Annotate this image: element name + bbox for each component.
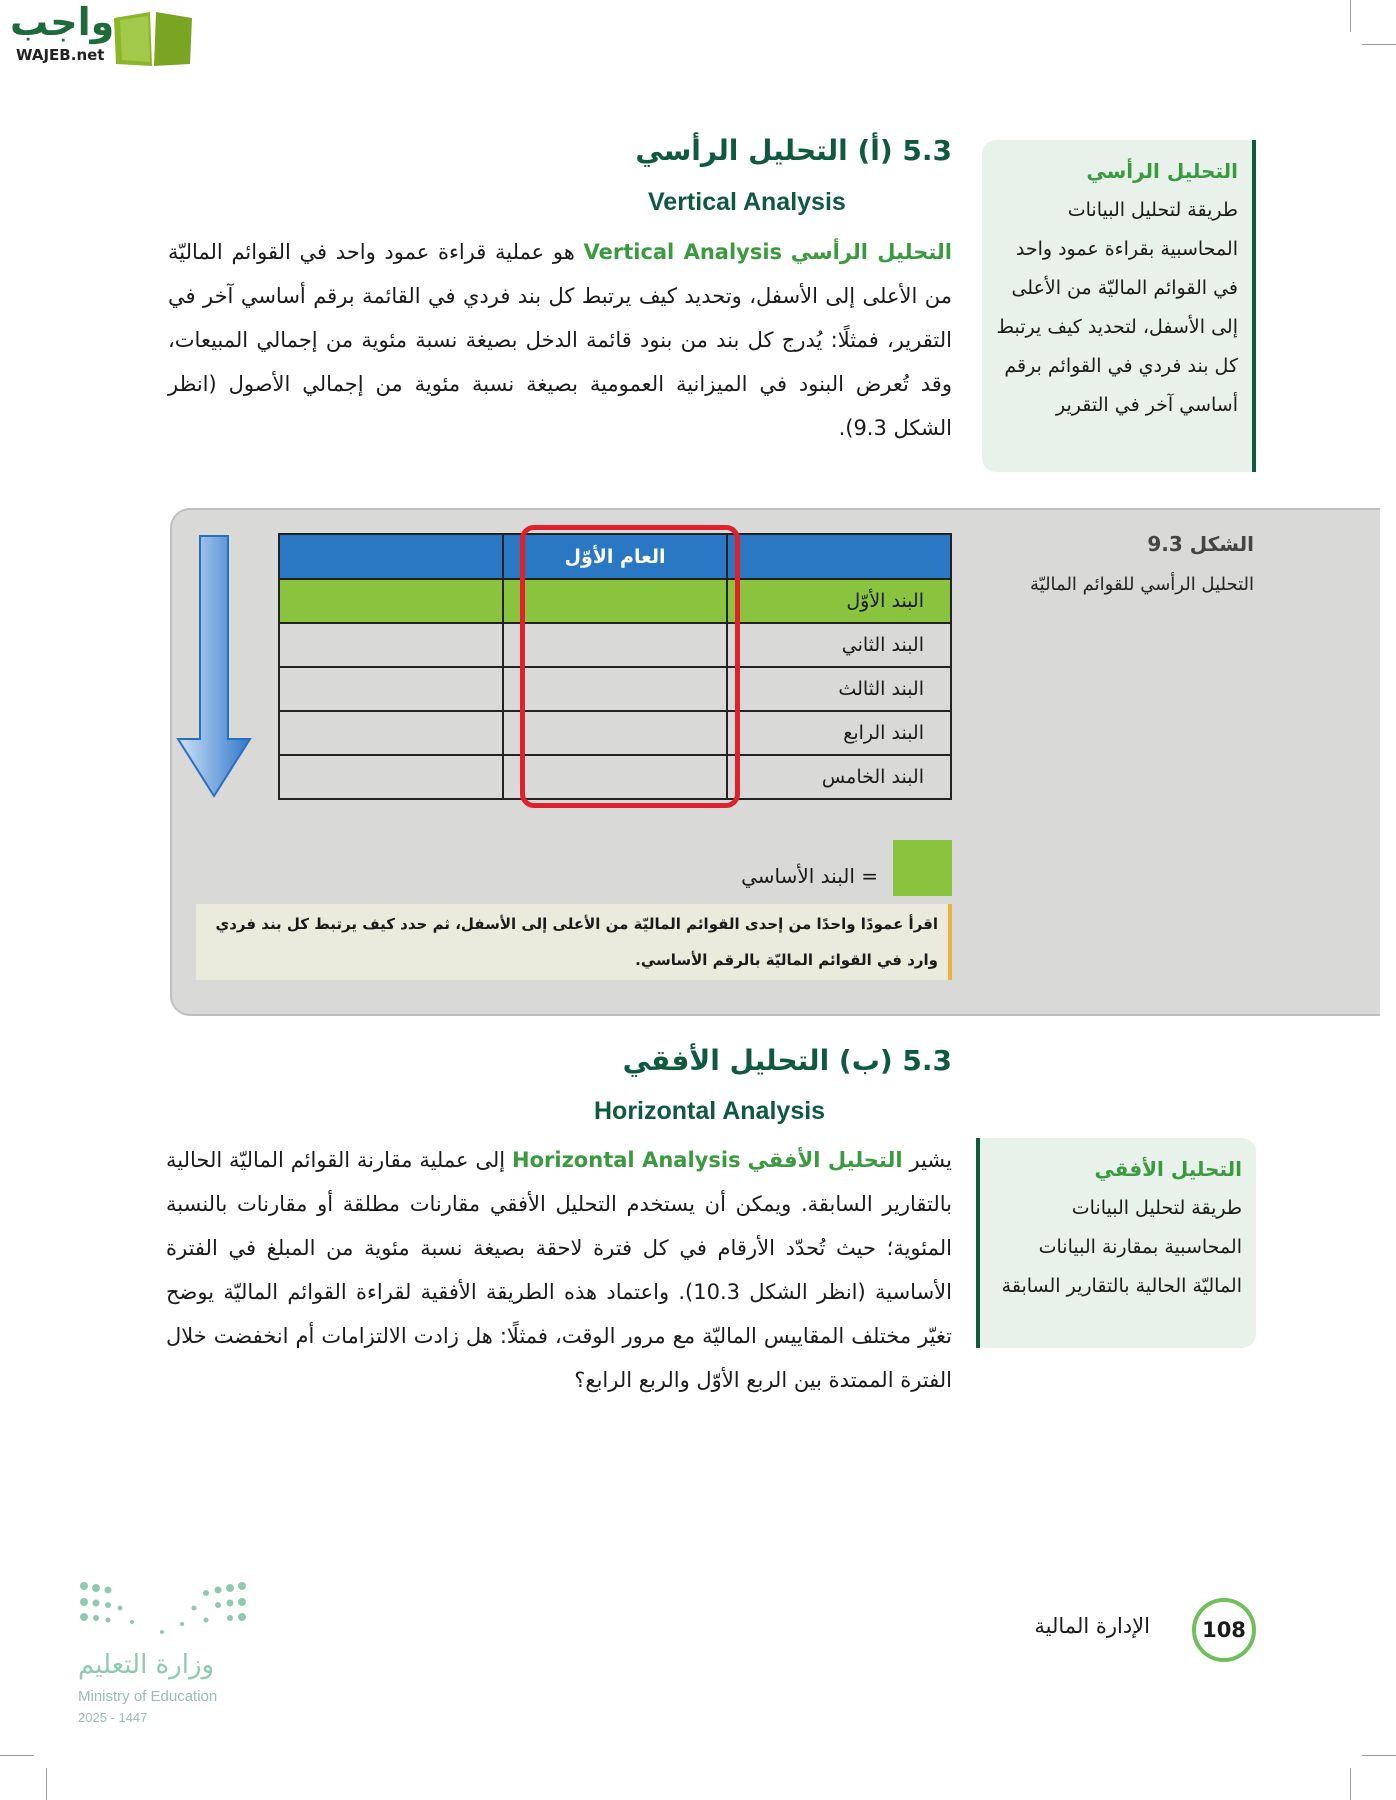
row-label: البند الرابع [727,711,951,755]
figure-caption: التحليل الرأسي للقوائم الماليّة [1029,574,1254,595]
crop-mark [1362,1755,1396,1756]
section-b-title: 5.3 (ب) التحليل الأفقي [622,1044,952,1077]
glossary-sidebar-vertical [982,140,1256,472]
keyword-ar: التحليل الأفقي [747,1148,903,1172]
paragraph-lead: يشير [909,1148,952,1172]
crop-mark [1350,0,1351,32]
section-a-paragraph [168,230,952,450]
label-column-header [727,534,951,579]
figure-instruction: اقرأ عمودًا واحدًا من إحدى القوائم الماليّة من الأعلى إلى الأسفل، ثم حدد كيف يرتبط كل بند فردي وارد في القوائم الماليّة بالرقم الأساسي. [196,904,952,980]
keyword-en: Horizontal Analysis [512,1148,741,1172]
row-label: البند الثاني [727,623,951,667]
down-arrow-icon [176,534,252,798]
section-b-subtitle: Horizontal Analysis [594,1097,826,1125]
section-b-paragraph [166,1138,952,1402]
logo-text-ar: واجب [10,0,115,44]
keyword-en: Vertical Analysis [583,240,783,264]
figure-label: الشكل 9.3 [1147,532,1254,556]
ministry-year: 2025 - 1447 [78,1710,148,1725]
page-number: 108 [1192,1598,1256,1662]
crop-mark [1350,1768,1351,1800]
book-icon [112,8,194,68]
row-label: البند الثالث [727,667,951,711]
keyword-ar: التحليل الرأسي [790,240,952,264]
glossary-title: التحليل الأفقي [1094,1157,1242,1181]
section-a-title: 5.3 (أ) التحليل الرأسي [635,134,952,167]
ministry-name-en: Ministry of Education [78,1688,218,1705]
logo-text-en: WAJEB.net [16,46,105,64]
glossary-text: طريقة لتحليل البيانات المحاسبية بمقارنة البيانات الماليّة الحالية بالتقارير السابقة [1001,1197,1242,1297]
wajeb-logo [6,0,191,68]
crop-mark [46,1768,47,1800]
ministry-name-ar: وزارة التعليم [78,1650,215,1680]
glossary-text: طريقة لتحليل البيانات المحاسبية بقراءة عمود واحد في القوائم الماليّة من الأعلى إلى الأسفل، لتحديد كيف يرتبط كل بند فردي في القوائم برقم أساسي آخر في التقرير [996,199,1238,416]
crop-mark [1362,44,1396,45]
book-title: الإدارة المالية [1034,1614,1150,1638]
year-column-header: العام الأوّل [503,534,727,579]
glossary-sidebar-horizontal [976,1138,1256,1348]
legend-swatch [893,840,952,896]
glossary-title: التحليل الرأسي [1086,159,1238,183]
crop-mark [0,1755,34,1756]
paragraph-body: إلى عملية مقارنة القوائم الماليّة الحالية بالتقارير السابقة. ويمكن أن يستخدم التحليل الأفقي مقارنات مطلقة أو مقارنات بالنسبة المئوية؛ حيث تُحدّد الأرقام في كل فترة لاحقة بصيغة نسبة مئوية من المبلغ في الفترة الأساسية (انظر الشكل 10.3). واعتماد هذه الطريقة الأفقية لقراءة القوائم الماليّة يوضح تغيّر مختلف المقاييس الماليّة مع مرور الوقت، فمثلًا: هل زادت الالتزامات أم انخفضت خلال الفترة الممتدة بين الربع الأوّل والربع الرابع؟ [166,1148,952,1392]
paragraph-body: هو عملية قراءة عمود واحد في القوائم الماليّة من الأعلى إلى الأسفل، وتحديد كيف يرتبط كل بند فردي في القائمة برقم أساسي آخر في التقرير، فمثلًا: يُدرج كل بند من بنود قائمة الدخل بصيغة نسبة مئوية من إجمالي المبيعات، وقد تُعرض البنود في الميزانية العمومية بصيغة نسبة مئوية من إجمالي الأصول (انظر الشكل 9.3). [168,240,952,440]
row-label: البند الأوّل [727,579,951,623]
column-highlight [520,525,740,808]
extra-column-header [279,534,503,579]
legend-label: = البند الأساسي [741,864,878,888]
section-a-subtitle: Vertical Analysis [648,188,846,216]
ministry-dots-logo [78,1580,248,1640]
row-label: البند الخامس [727,755,951,799]
